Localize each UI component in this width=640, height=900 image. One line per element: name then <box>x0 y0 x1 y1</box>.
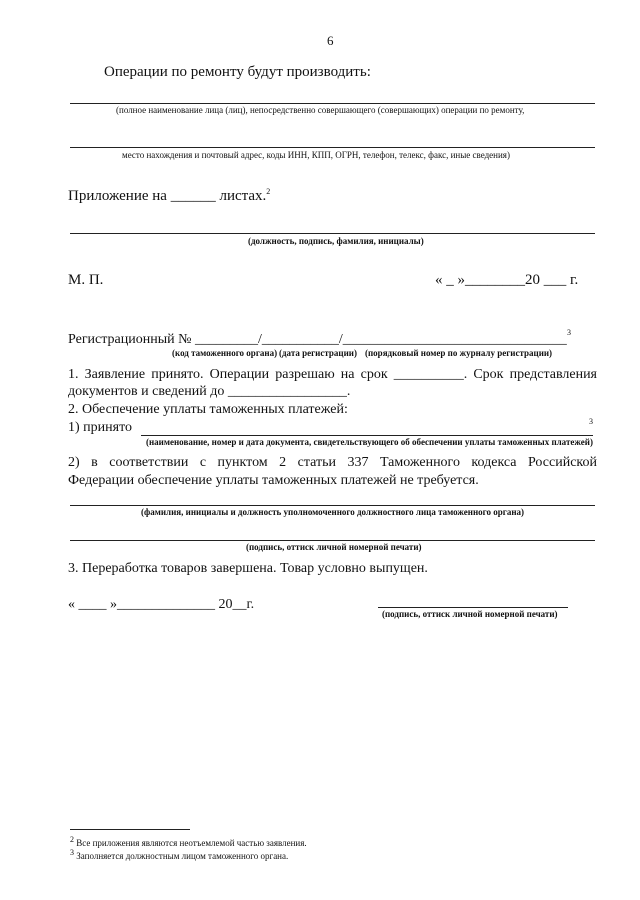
footnote-item-mark: 2 <box>70 835 74 844</box>
appendix-prefix: Приложение на <box>68 188 167 204</box>
repair-address-line <box>70 147 595 148</box>
repair-address-caption: место нахождения и почтовый адрес, коды ИНН, КПП, ОГРН, телефон, телекс, факс, иные сведения) <box>122 150 510 160</box>
repair-name-line <box>70 103 595 104</box>
registration-caption-number: (порядковый номер по журналу регистрации) <box>365 348 553 358</box>
registration-separator: / <box>338 332 343 347</box>
registration-caption-date: (дата регистрации) <box>279 348 357 358</box>
accepted-label: 1) принято <box>68 420 133 435</box>
signature-line <box>70 233 595 234</box>
appendix-sheets-blank[interactable]: ______ <box>170 188 216 204</box>
decision-line-3: 2. Обеспечение уплаты таможенных платежей: <box>68 402 348 417</box>
official-name-line <box>70 505 595 506</box>
appendix-line <box>68 187 270 205</box>
registration-separator: / <box>258 332 262 347</box>
paragraph-2-line-1: 2) в соответствии с пунктом 2 статьи 337 Таможенного кодекса Российской <box>68 455 597 470</box>
footnote-separator <box>70 829 190 830</box>
accepted-caption: (наименование, номер и дата документа, свидетельствующего об обеспечении уплаты таможенных платежей) <box>146 437 593 447</box>
footnote-item-text: Все приложения являются неотъемлемой частью заявления. <box>76 838 307 848</box>
accepted-footnote-mark: 3 <box>589 417 593 426</box>
signature-caption: (должность, подпись, фамилия, инициалы) <box>248 236 424 246</box>
footnote-item-mark: 3 <box>70 848 74 857</box>
official-sign-caption: (подпись, оттиск личной номерной печати) <box>246 542 422 552</box>
stamp-date[interactable]: « _ »________20 ___ г. <box>435 272 579 288</box>
registration-label: Регистрационный № <box>68 332 192 347</box>
footnote-mark-3: 3 <box>567 328 571 337</box>
registration-code-field[interactable]: _________ <box>195 332 258 347</box>
decision-line-2: документов и сведений до _________________. <box>68 384 351 399</box>
completion-text: 3. Переработка товаров завершена. Товар условно выпущен. <box>68 561 428 576</box>
registration-row <box>68 332 567 348</box>
completion-date[interactable]: « ____ »______________ 20__г. <box>68 597 255 612</box>
footnote-item <box>70 848 288 861</box>
appendix-suffix: листах. <box>219 188 267 204</box>
completion-sign-line <box>378 607 568 608</box>
decision-line-1: 1. Заявление принято. Операции разрешаю на срок __________. Срок представления <box>68 367 597 382</box>
footnote-item-text: Заполняется должностным лицом таможенного органа. <box>76 851 289 861</box>
page-number: 6 <box>327 33 334 48</box>
footnote-mark-2: 2 <box>266 187 271 196</box>
accepted-line <box>141 435 593 436</box>
registration-number-field[interactable]: ________________________________ <box>342 332 567 347</box>
completion-sign-caption: (подпись, оттиск личной номерной печати) <box>382 609 558 619</box>
official-name-caption: (фамилия, инициалы и должность уполномоченного должностного лица таможенного органа) <box>141 507 525 517</box>
registration-date-field[interactable]: ___________ <box>261 332 339 347</box>
official-sign-line <box>70 540 595 541</box>
footnote-item <box>70 835 307 848</box>
paragraph-2-line-2: Федерации обеспечение уплаты таможенных платежей не требуется. <box>68 473 479 488</box>
stamp-mp: М. П. <box>68 272 104 288</box>
repair-heading: Операции по ремонту будут производить: <box>104 64 371 80</box>
repair-name-caption: (полное наименование лица (лиц), непосредственно совершающего (совершающих) операции по ремонту, <box>116 105 525 115</box>
registration-caption-code: (код таможенного органа) <box>172 348 278 358</box>
